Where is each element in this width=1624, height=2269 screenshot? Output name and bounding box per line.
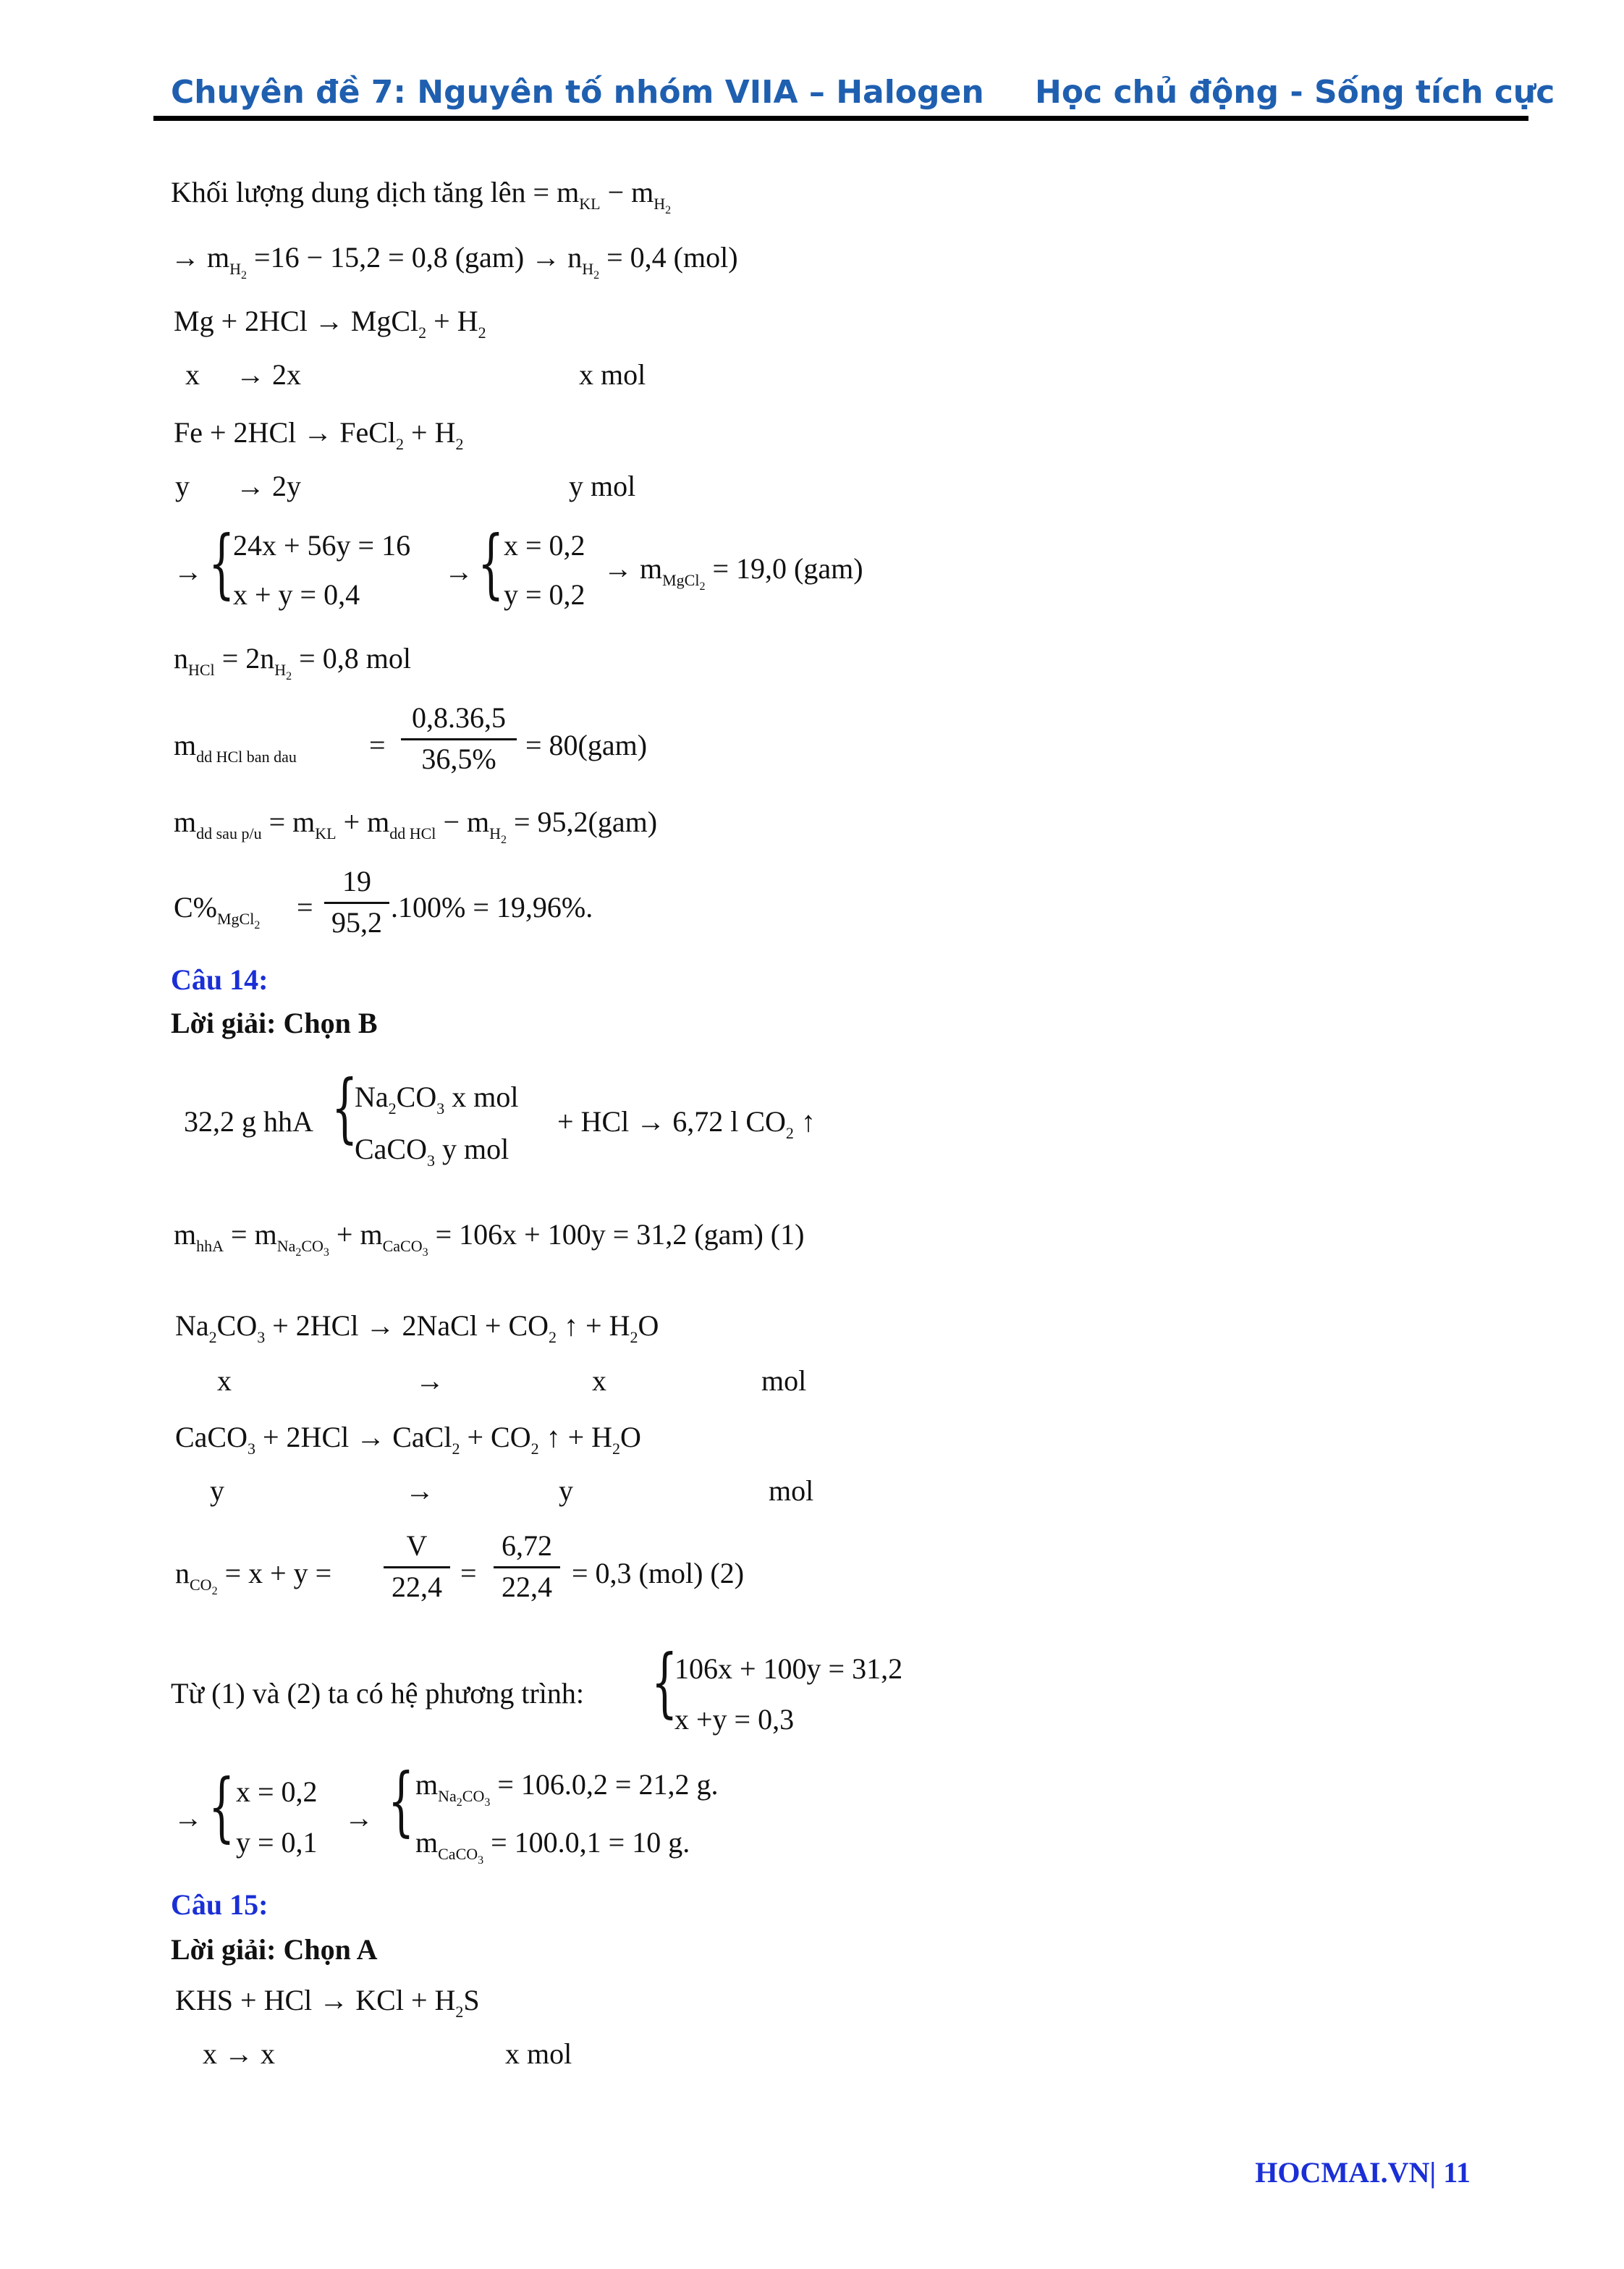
sys2-x: x = 0,2 <box>504 529 585 562</box>
h2-mol-result: = 0,4 (mol) <box>599 241 738 274</box>
left-brace-6: { <box>388 1757 415 1845</box>
gas-arrow: ↑ <box>793 1105 816 1138</box>
r3-s: 2 <box>208 1328 217 1346</box>
footer-site: HOCMAI.VN <box>1255 2156 1430 2189</box>
two-subscript: 2 <box>665 204 672 216</box>
mdd-after-value: = 95,2(gam) <box>507 806 658 838</box>
na-f2: 2 <box>456 1796 462 1809</box>
mg-mol-x: x <box>185 358 200 391</box>
khs-sub: 2 <box>455 2003 464 2021</box>
x-mol: x mol <box>444 1081 519 1113</box>
n-sym: n <box>175 1557 190 1589</box>
footer-page-label <box>1255 2155 1471 2189</box>
x-plus-y: = x + y = <box>217 1557 332 1589</box>
reaction-fe-h: + H <box>404 416 456 449</box>
kl-subscript: KL <box>579 195 601 213</box>
question-15-answer: Lời giải: Chọn A <box>171 1933 378 1966</box>
eq-m: = m <box>261 806 316 838</box>
question-14-title: Câu 14: <box>171 963 268 996</box>
concentration-result: .100% = 19,96%. <box>391 891 593 924</box>
caco3-arrow: → <box>405 1474 434 1507</box>
co-s3: 3 <box>323 1246 329 1259</box>
caco3-mol-y: y <box>210 1474 224 1507</box>
reaction-na2co3 <box>175 1311 659 1345</box>
sub-2c: 2 <box>396 435 405 453</box>
caco3-co2-y: y <box>559 1474 573 1507</box>
plus-m-2: + m <box>329 1218 383 1251</box>
reaction-mg-h: + H <box>426 305 478 337</box>
h-sub: H <box>229 260 242 278</box>
fraction-672 <box>494 1531 560 1602</box>
mgcl-2: 2 <box>699 580 706 593</box>
na-f: Na <box>438 1787 457 1805</box>
khs-lhs: KHS + HCl → KCl + H <box>175 1984 456 2016</box>
two-n: = 2n <box>214 642 275 675</box>
two-sub-4: 2 <box>501 834 507 846</box>
m-symbol-3: m <box>174 806 197 838</box>
co-f3: 3 <box>484 1796 491 1809</box>
r3-s4: 2 <box>630 1328 638 1346</box>
system-eq1: 106x + 100y = 31,2 <box>674 1652 903 1685</box>
question-14-answer: Lời giải: Chọn B <box>171 1007 378 1039</box>
fe-mol-y: y <box>175 470 190 502</box>
dd-hcl-sub: dd HCl ban dau <box>196 748 297 766</box>
plus-m: + m <box>336 806 390 838</box>
fraction-numerator: 0,8.36,5 <box>412 701 506 734</box>
co-sym: CO <box>190 1576 212 1594</box>
two-sub-2: 2 <box>593 269 600 282</box>
caco-f3: 3 <box>478 1854 484 1867</box>
r4-s3: 2 <box>530 1440 539 1458</box>
mixture-label: 32,2 g hhA <box>184 1105 313 1138</box>
co-sub: 3 <box>436 1099 445 1117</box>
n-hcl-line <box>174 644 411 683</box>
y-mol: y mol <box>435 1133 509 1165</box>
eq-m-2: = m <box>224 1218 277 1251</box>
na2co3-arrow: → <box>415 1364 444 1397</box>
left-brace: { <box>208 519 235 607</box>
reaction-fe <box>174 418 463 452</box>
na2co3-value: = 106.0,2 = 21,2 g. <box>490 1768 719 1801</box>
mg-mol-unit: x mol <box>579 358 646 391</box>
concentration-label <box>174 893 260 931</box>
fe-mol-2y: → 2y <box>236 470 301 502</box>
r4-s2: 2 <box>452 1440 460 1458</box>
final-y: y = 0,1 <box>236 1826 318 1859</box>
khs-mol-unit: x mol <box>505 2037 572 2070</box>
co-2: 2 <box>211 1585 218 1597</box>
final-mass-caco3 <box>415 1828 690 1867</box>
fe-mol-unit: y mol <box>569 470 636 502</box>
m-symbol: m <box>557 176 580 208</box>
caco-s3: 3 <box>422 1246 428 1259</box>
left-brace-4: { <box>651 1638 678 1726</box>
caco-f: CaCO <box>438 1845 478 1863</box>
h-sub-4: H <box>489 824 501 842</box>
sys-arrow-2: → <box>444 555 473 588</box>
minus-m-2: − m <box>436 806 490 838</box>
sys1-eq1: 24x + 56y = 16 <box>233 529 411 562</box>
left-brace-5: { <box>208 1762 235 1851</box>
fraction-numerator-2: 19 <box>342 865 371 897</box>
sys2-y: y = 0,2 <box>504 578 585 611</box>
na-s: Na <box>276 1237 296 1255</box>
sys-arrow-1: → <box>174 555 203 588</box>
co-f: CO <box>462 1787 485 1805</box>
co-s: CO <box>301 1237 323 1255</box>
reaction-khs <box>175 1986 480 2020</box>
caco3-mol-unit: mol <box>769 1474 814 1507</box>
na2co3-co2-x: x <box>592 1364 606 1397</box>
two-sub-3: 2 <box>286 670 292 683</box>
mixture-reaction <box>557 1107 816 1141</box>
r4-h: ↑ + H <box>538 1421 613 1453</box>
672-num: 6,72 <box>502 1529 552 1562</box>
mg-mol-2x: → 2x <box>236 358 301 391</box>
m-caco3: m <box>415 1826 439 1859</box>
na-s2: 2 <box>295 1246 302 1259</box>
left-brace-3: { <box>331 1063 358 1152</box>
header-slogan: Học chủ động - Sống tích cực <box>1035 74 1555 111</box>
caco-sub: 3 <box>427 1152 435 1170</box>
minus-m: − m <box>600 176 654 208</box>
n-hcl-value: = 0,8 mol <box>292 642 411 675</box>
r4-mid: + 2HCl → CaCl <box>255 1421 452 1453</box>
mgcl-sub: MgCl <box>662 571 700 589</box>
hha-sub: hhA <box>196 1237 224 1255</box>
two-sub-5: 2 <box>254 919 261 931</box>
v-den: 22,4 <box>392 1571 442 1603</box>
caco: CaCO <box>355 1133 427 1165</box>
hcl-co2: + HCl → 6,72 l CO <box>557 1105 786 1138</box>
sub-2: 2 <box>418 324 427 342</box>
c-percent: C% <box>174 891 217 924</box>
na: Na <box>355 1081 389 1113</box>
v-num: V <box>406 1529 428 1562</box>
mgcl2-mass-result <box>604 554 863 593</box>
reaction-mg <box>174 307 486 341</box>
final-mass-na2co3 <box>415 1770 718 1809</box>
header-chapter-title: Chuyên đề 7: Nguyên tố nhóm VIIA – Halogen <box>171 74 984 111</box>
na2co3-mol-unit: mol <box>761 1364 807 1397</box>
n-co2-line <box>175 1559 331 1597</box>
672-den: 22,4 <box>502 1571 552 1603</box>
arrow-m-2: → m <box>604 552 663 585</box>
n-co2-result: = 0,3 (mol) (2) <box>572 1557 745 1589</box>
caco3-value: = 100.0,1 = 10 g. <box>483 1826 690 1859</box>
reaction-fe-lhs: Fe + 2HCl → FeCl <box>174 416 397 449</box>
dd-hcl-sub-2: dd HCl <box>389 824 436 842</box>
mixture-caco3 <box>355 1135 509 1169</box>
footer-separator: | <box>1429 2156 1444 2189</box>
r4-s: 3 <box>248 1440 255 1458</box>
r3-co: CO <box>216 1309 258 1342</box>
system-intro-text: Từ (1) và (2) ta có hệ phương trình: <box>171 1677 585 1710</box>
reaction-mg-lhs: Mg + 2HCl → MgCl <box>174 305 419 337</box>
r4-co: + CO <box>460 1421 531 1453</box>
page-number: 11 <box>1443 2156 1471 2189</box>
r3-s3: 2 <box>549 1328 557 1346</box>
co: CO <box>396 1081 437 1113</box>
dd-sau-sub: dd sau p/u <box>196 824 262 842</box>
equals-3: = <box>460 1557 477 1589</box>
sub-2d: 2 <box>455 435 464 453</box>
na-sub: 2 <box>388 1099 397 1117</box>
equals-2: = <box>297 891 313 924</box>
khs-mol-x: x → x <box>203 2037 275 2070</box>
r3-na: Na <box>175 1309 209 1342</box>
final-arrow-1: → <box>174 1801 203 1834</box>
mass-increase-line <box>171 178 671 216</box>
reaction-caco3 <box>175 1423 641 1457</box>
h2-mass-line <box>171 243 738 282</box>
mass-equation-1 <box>174 1220 804 1259</box>
equals: = <box>369 729 386 761</box>
fraction-mdd <box>401 703 517 774</box>
mgcl2-value: = 19,0 (gam) <box>705 552 863 585</box>
mdd-hcl-initial <box>174 731 297 765</box>
h-sub-3: H <box>274 661 287 679</box>
r3-o: O <box>638 1309 659 1342</box>
h-sub-2: H <box>582 260 594 278</box>
kl-sub: KL <box>315 824 337 842</box>
fraction-denominator-2: 95,2 <box>331 906 382 939</box>
r3-s2: 3 <box>257 1328 266 1346</box>
h-subscript: H <box>654 195 666 213</box>
final-x: x = 0,2 <box>236 1775 318 1808</box>
caco-s: CaCO <box>382 1237 423 1255</box>
r3-h: ↑ + H <box>557 1309 630 1342</box>
r3-mid: + 2HCl → 2NaCl + CO <box>265 1309 549 1342</box>
khs-s: S <box>463 1984 480 2016</box>
header-divider <box>153 116 1528 121</box>
fraction-denominator: 36,5% <box>421 743 496 775</box>
r4-s4: 2 <box>612 1440 621 1458</box>
arrow-m: → m <box>171 241 230 274</box>
mdd-result: = 80(gam) <box>525 729 648 761</box>
question-15-title: Câu 15: <box>171 1888 268 1921</box>
mass-eq-value: = 106x + 100y = 31,2 (gam) (1) <box>428 1218 805 1251</box>
final-arrow-2: → <box>344 1801 373 1834</box>
two-sub: 2 <box>241 269 248 282</box>
co2-sub: 2 <box>785 1124 794 1142</box>
na2co3-mol-x: x <box>217 1364 232 1397</box>
left-brace-2: { <box>478 519 504 607</box>
m-symbol-2: m <box>174 729 197 761</box>
m-hha: m <box>174 1218 197 1251</box>
mixture-na2co3 <box>355 1083 518 1117</box>
fraction-concentration <box>324 867 389 937</box>
mdd-after-reaction <box>174 808 657 846</box>
r4-o: O <box>620 1421 641 1453</box>
h2-mass-calc: =16 − 15,2 = 0,8 (gam) → n <box>247 241 583 274</box>
system-eq2: x +y = 0,3 <box>674 1703 795 1736</box>
sys1-eq2: x + y = 0,4 <box>233 578 360 611</box>
n-symbol: n <box>174 642 188 675</box>
mgcl-sub-2: MgCl <box>217 910 255 928</box>
mass-increase-text: Khối lượng dung dịch tăng lên = <box>171 176 557 208</box>
hcl-sub: HCl <box>188 661 215 679</box>
r4-caco: CaCO <box>175 1421 248 1453</box>
m-na2co3: m <box>415 1768 439 1801</box>
sub-2b: 2 <box>478 324 486 342</box>
fraction-v <box>384 1531 450 1602</box>
